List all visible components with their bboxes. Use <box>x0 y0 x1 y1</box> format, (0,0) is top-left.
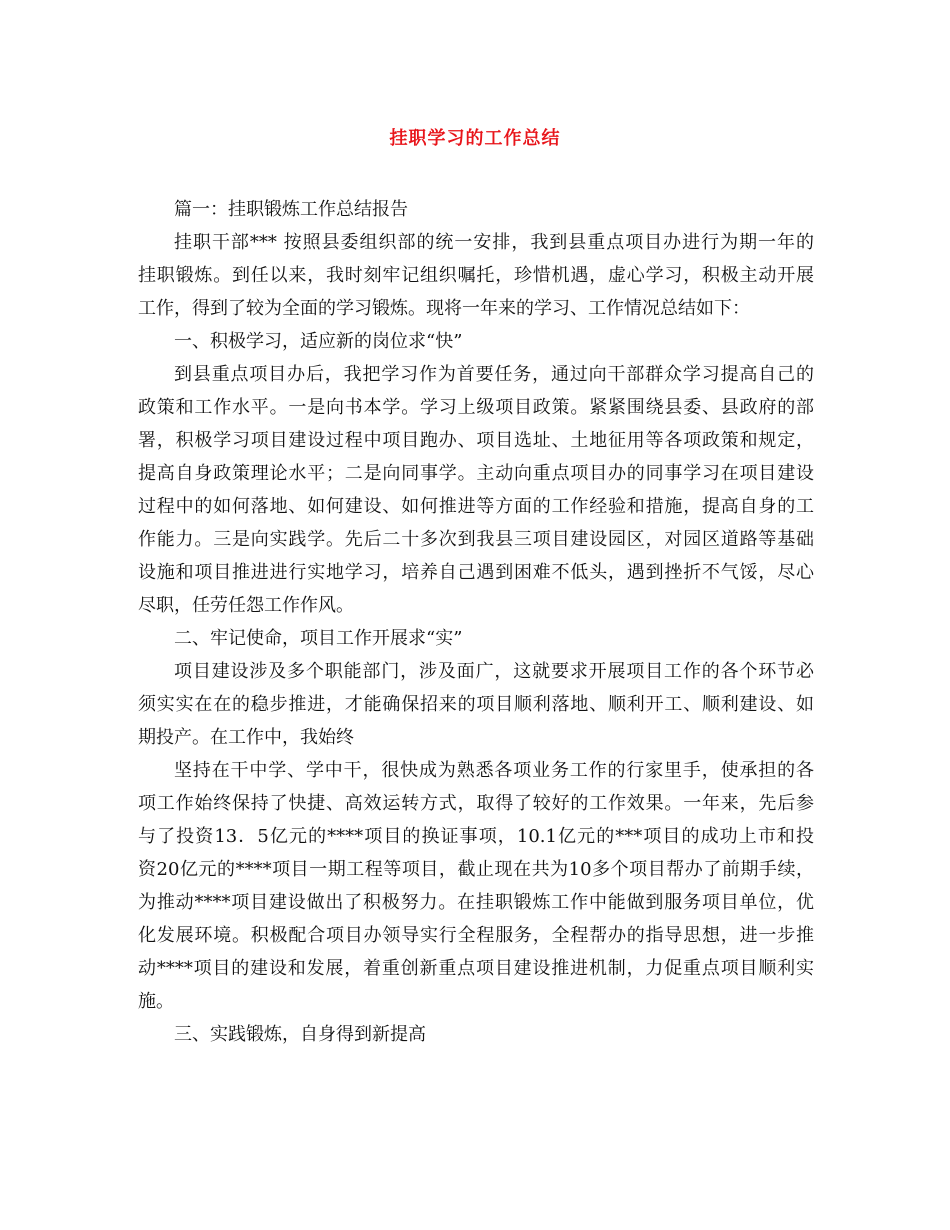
document-line: 挂职干部*** 按照县委组织部的统一安排，我到县重点项目办进行为期一年的 <box>174 232 814 253</box>
document-line: 资20亿元的****项目一期工程等项目，截止现在共为10多个项目帮办了前期手续， <box>138 859 814 880</box>
document-line: 尽职，任劳任怨工作作风。 <box>138 595 354 616</box>
document-title: 挂职学习的工作总结 <box>389 128 561 149</box>
document-line: 政策和工作水平。一是向书本学。学习上级项目政策。紧紧围绕县委、县政府的部 <box>138 397 814 418</box>
document-line: 署，积极学习项目建设过程中项目跑办、项目选址、土地征用等各项政策和规定， <box>138 430 814 451</box>
document-line: 过程中的如何落地、如何建设、如何推进等方面的工作经验和措施，提高自身的工 <box>138 496 814 517</box>
document-line: 设施和项目推进进行实地学习，培养自己遇到困难不低头，遇到挫折不气馁，尽心 <box>138 562 814 583</box>
document-line: 二、牢记使命，项目工作开展求“实” <box>174 628 463 649</box>
document-body <box>138 193 814 1051</box>
document-line: 化发展环境。积极配合项目办领导实行全程服务，全程帮办的指导思想，进一步推 <box>138 925 814 946</box>
document-line: 挂职锻炼。到任以来，我时刻牢记组织嘱托，珍惜机遇，虚心学习，积极主动开展 <box>138 265 814 286</box>
document-line: 三、实践锻炼，自身得到新提高 <box>174 1024 426 1045</box>
document-line: 项工作始终保持了快捷、高效运转方式，取得了较好的工作效果。一年来，先后参 <box>138 793 814 814</box>
document-line: 到县重点项目办后，我把学习作为首要任务，通过向干部群众学习提高自己的 <box>174 364 814 385</box>
document-line: 篇一：挂职锻炼工作总结报告 <box>174 199 408 220</box>
document-line: 提高自身政策理论水平；二是向同事学。主动向重点项目办的同事学习在项目建设 <box>138 463 814 484</box>
document-line: 为推动****项目建设做出了积极努力。在挂职锻炼工作中能做到服务项目单位，优 <box>138 892 814 913</box>
document-line: 坚持在干中学、学中干，很快成为熟悉各项业务工作的行家里手，使承担的各 <box>174 760 814 781</box>
document-line: 作能力。三是向实践学。先后二十多次到我县三项目建设园区，对园区道路等基础 <box>138 529 814 550</box>
document-line: 期投产。在工作中，我始终 <box>138 727 354 748</box>
document-line: 项目建设涉及多个职能部门，涉及面广，这就要求开展项目工作的各个环节必 <box>174 661 814 682</box>
document-line: 施。 <box>138 991 174 1012</box>
document-line: 工作，得到了较为全面的学习锻炼。现将一年来的学习、工作情况总结如下： <box>138 298 750 319</box>
document-line: 一、积极学习，适应新的岗位求“快” <box>174 331 463 352</box>
document-line: 与了投资13．5亿元的****项目的换证事项，10.1亿元的***项目的成功上市和投 <box>138 826 814 847</box>
document-line: 动****项目的建设和发展，着重创新重点项目建设推进机制，力促重点项目顺利实 <box>138 958 814 979</box>
document-line: 须实实在在的稳步推进，才能确保招来的项目顺利落地、顺利开工、顺利建设、如 <box>138 694 814 715</box>
